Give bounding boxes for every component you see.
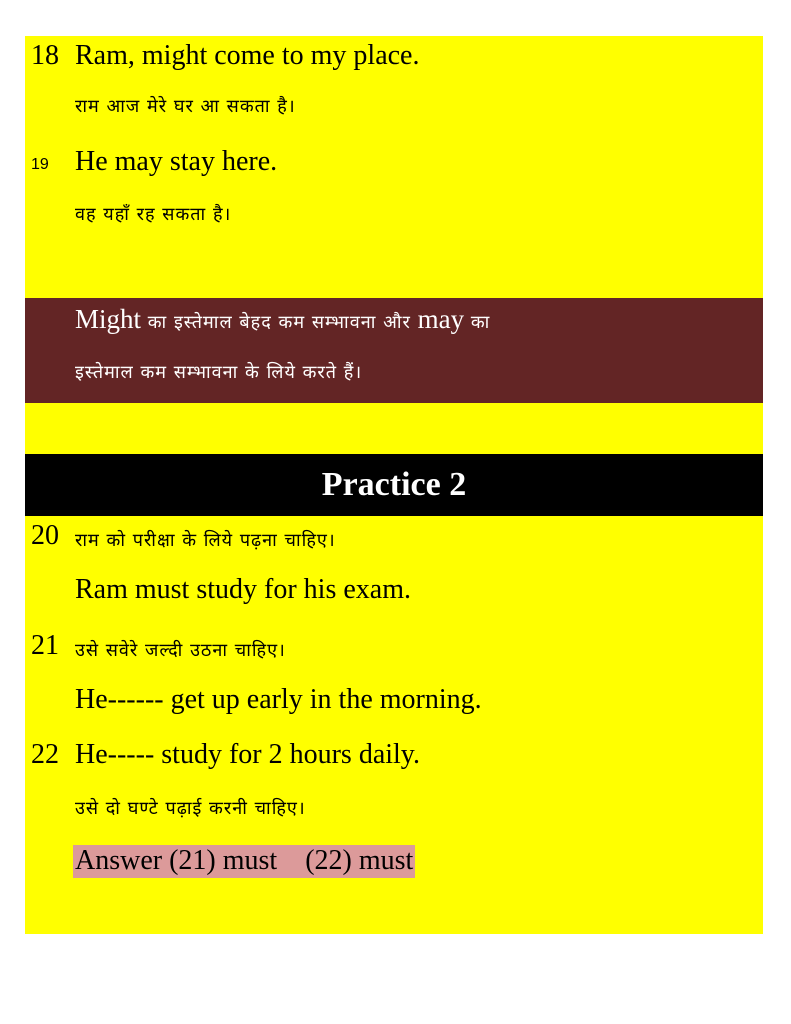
item-22-hindi: उसे दो घण्टे पढ़ाई करनी चाहिए।	[75, 798, 306, 819]
item-19-hindi: वह यहाँ रह सकता है।	[75, 204, 232, 225]
answer-highlight: Answer (21) must (22) must	[75, 845, 414, 876]
item-19-number: 19	[31, 156, 49, 173]
item-18-number: 18	[31, 40, 59, 71]
item-21-english: He------ get up early in the morning.	[75, 684, 482, 715]
item-21-number: 21	[31, 630, 59, 661]
note-word-might: Might	[75, 304, 142, 334]
item-22-number: 22	[31, 739, 59, 770]
item-18-hindi: राम आज मेरे घर आ सकता है।	[75, 96, 296, 117]
practice-title-banner	[25, 454, 763, 516]
note-line-1-end: का	[464, 312, 491, 333]
item-20-hindi: राम को परीक्षा के लिये पढ़ना चाहिए।	[75, 530, 336, 551]
item-22-english: He----- study for 2 hours daily.	[75, 739, 420, 770]
item-20-english: Ram must study for his exam.	[75, 574, 411, 605]
practice-title: Practice 2	[321, 466, 467, 503]
item-20-number: 20	[31, 520, 59, 551]
note-line-1-middle: का इस्तेमाल बेहद कम सम्भावना और	[141, 312, 418, 333]
usage-note-box	[25, 298, 763, 403]
item-21-hindi: उसे सवेरे जल्दी उठना चाहिए।	[75, 640, 286, 661]
usage-note-line-1	[75, 304, 490, 335]
usage-note-line-2: इस्तेमाल कम सम्भावना के लिये करते हैं।	[75, 362, 363, 383]
yellow-page	[25, 36, 763, 934]
item-19-english: He may stay here.	[75, 146, 278, 177]
answer-line	[73, 845, 415, 877]
note-word-may: may	[417, 304, 465, 334]
item-18-english: Ram, might come to my place.	[75, 40, 420, 71]
